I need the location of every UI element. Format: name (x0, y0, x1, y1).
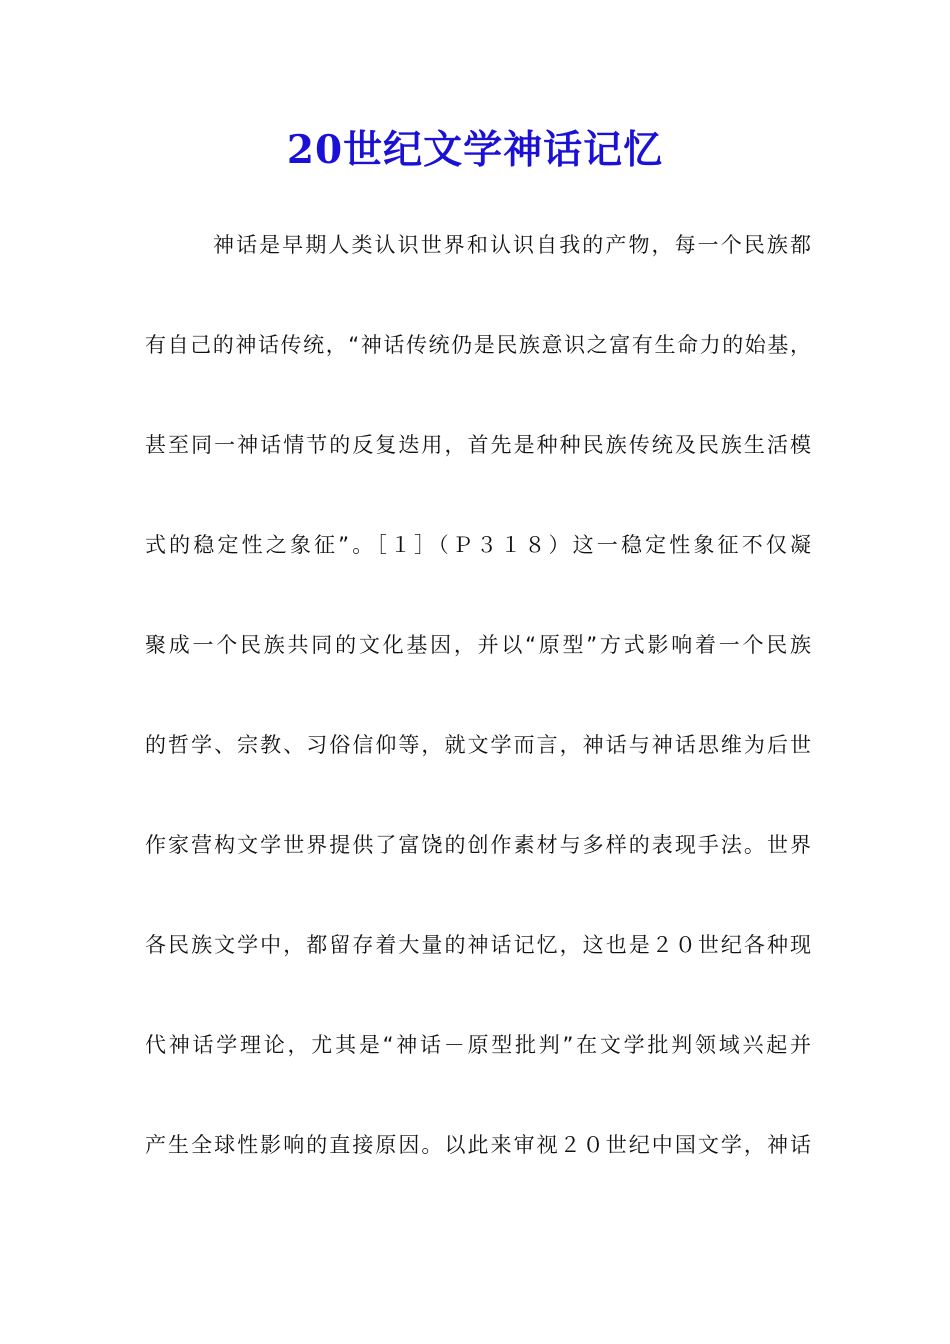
paragraph-line: 聚成一个民族共同的文化基因，并以“原型”方式影响着一个民族 (145, 633, 811, 657)
paragraph-line: 作家营构文学世界提供了富饶的创作素材与多样的表现手法。世界 (145, 833, 811, 857)
paragraph-line: 甚至同一神话情节的反复迭用，首先是种种民族传统及民族生活模 (145, 433, 811, 457)
paragraph-line: 的哲学、宗教、习俗信仰等，就文学而言，神话与神话思维为后世 (145, 733, 811, 757)
document-title: 20世纪文学神话记忆 (286, 127, 664, 173)
paragraph-line: 代神话学理论，尤其是“神话－原型批判”在文学批判领域兴起并 (145, 1033, 811, 1057)
paragraph-line: 有自己的神话传统，“神话传统仍是民族意识之富有生命力的始基， (145, 333, 811, 357)
paragraph-line: 神话是早期人类认识世界和认识自我的产物，每一个民族都 (213, 233, 811, 257)
document-body (145, 225, 811, 1225)
paragraph-line: 产生全球性影响的直接原因。以此来审视２０世纪中国文学，神话 (145, 1133, 811, 1157)
paragraph-line: 式的稳定性之象征”。［１］（Ｐ３１８）这一稳定性象征不仅凝 (145, 533, 811, 557)
paragraph-line: 各民族文学中，都留存着大量的神话记忆，这也是２０世纪各种现 (145, 933, 811, 957)
